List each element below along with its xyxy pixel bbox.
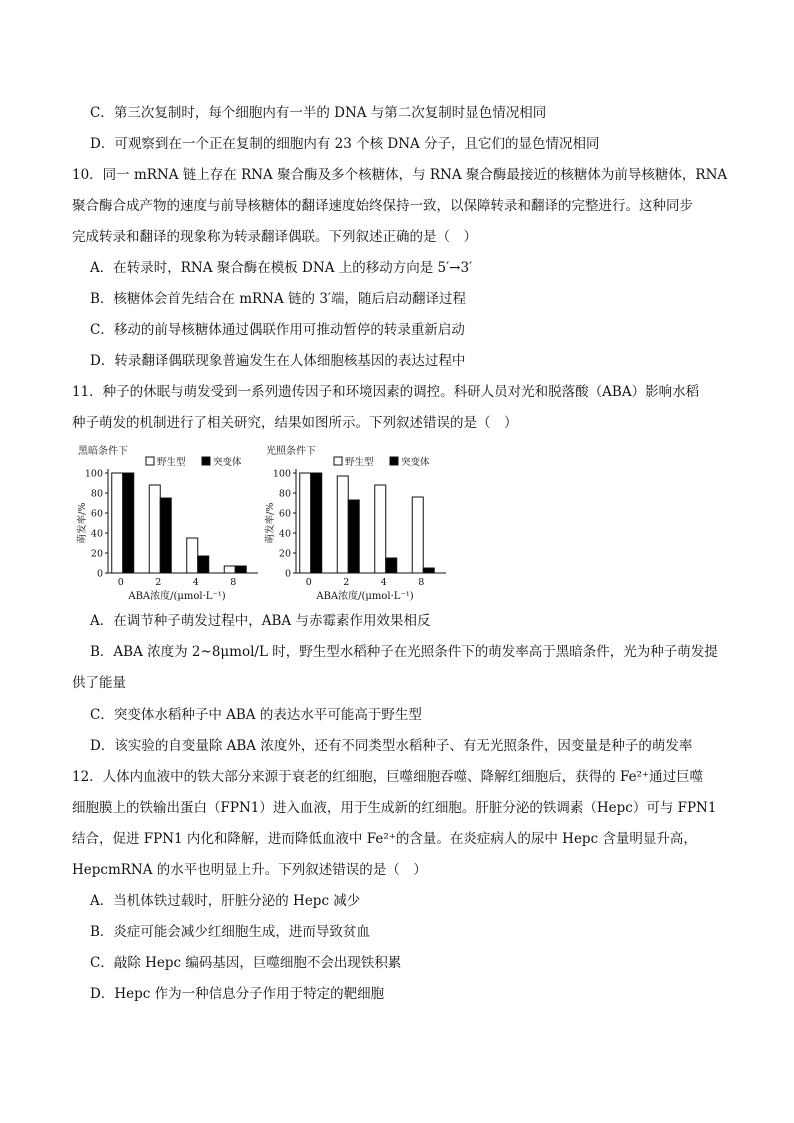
chart0-bar-mutant (160, 498, 171, 573)
q10-stem-line-2: 聚合酶合成产物的速度与前导核糖体的翻译速度始终保持一致，以保障转录和翻译的完整进行。这种同步 (72, 198, 693, 214)
q12-stem-line-4: HepcmRNA 的水平也明显上升。下列叙述错误的是（ ） (72, 862, 427, 878)
chart1-x-tick-label: 8 (418, 577, 425, 588)
chart1-x-tick-label: 2 (343, 577, 350, 588)
chart0-bar-wild (112, 473, 123, 573)
q11-option-d: D．该实验的自变量除 ABA 浓度外，还有不同类型水稻种子、有无光照条件，因变量是种子的萌发率 (90, 738, 693, 754)
chart1-y-tick-label: 40 (278, 528, 291, 540)
chart1-bar-mutant (423, 568, 434, 573)
chart1-y-tick-label: 100 (272, 468, 291, 480)
q10-option-b: B．核糖体会首先结合在 mRNA 链的 3′端，随后启动翻译过程 (90, 291, 466, 307)
q10-stem-line-3: 完成转录和翻译的现象称为转录翻译偶联。下列叙述正确的是（ ） (72, 229, 477, 245)
chart1-legend-label: 野生型 (345, 457, 374, 468)
q10-option-c: C．移动的前导核糖体通过偶联作用可推动暂停的转录重新启动 (90, 322, 465, 338)
chart1-bar-mutant (311, 473, 322, 573)
chart0-bar-mutant (123, 473, 134, 573)
chart1-x-tick-label: 0 (305, 577, 312, 588)
chart1-y-tick-label: 60 (278, 508, 291, 520)
chart0-legend-label: 野生型 (157, 457, 186, 468)
q11-option-b-line-1: B．ABA 浓度为 2~8μmol/L 时，野生型水稻种子在光照条件下的萌发率高于黑暗条件，光为种子萌发提 (90, 644, 718, 660)
q12-stem-line-3: 结合，促进 FPN1 内化和降解，进而降低血液中 Fe²⁺的含量。在炎症病人的尿中 Hepc 含量明显升高， (72, 831, 697, 847)
chart0-y-tick-label: 40 (90, 528, 103, 540)
q11-option-b-line-2: 供了能量 (72, 675, 126, 691)
q9-option-c: C．第三次复制时，每个细胞内有一半的 DNA 与第二次复制时显色情况相同 (90, 105, 547, 121)
q12-option-a: A．当机体铁过载时，肝脏分泌的 Hepc 减少 (90, 893, 361, 909)
dark-condition-chart (76, 440, 262, 606)
chart0-bar-wild (224, 566, 235, 573)
q12-option-d: D．Hepc 作为一种信息分子作用于特定的靶细胞 (90, 986, 385, 1002)
chart1-y-axis-label: 萌发率/% (265, 502, 276, 544)
chart0-legend-label: 突变体 (213, 457, 242, 468)
chart0-bar-mutant (198, 556, 209, 573)
chart1-bar-wild (412, 497, 423, 573)
chart1-bar-wild (300, 473, 311, 573)
q11-option-a: A．在调节种子萌发过程中，ABA 与赤霉素作用效果相反 (90, 613, 431, 629)
q12-stem-line-1: 12．人体内血液中的铁大部分来源于衰老的红细胞，巨噬细胞吞噬、降解红细胞后，获得的 Fe²⁺通过巨噬 (72, 769, 704, 785)
q10-option-d: D．转录翻译偶联现象普遍发生在人体细胞核基因的表达过程中 (90, 353, 466, 369)
q11-stem-line-1: 11．种子的休眠与萌发受到一系列遗传因子和环境因素的调控。科研人员对光和脱落酸（ABA）影响水稻 (72, 384, 700, 400)
chart0-y-tick-label: 20 (90, 548, 103, 560)
q12-option-b: B．炎症可能会减少红细胞生成，进而导致贫血 (90, 924, 370, 940)
dark-chart-svg (76, 440, 262, 602)
chart0-legend-swatch (146, 457, 154, 465)
chart0-y-tick-label: 80 (90, 488, 103, 500)
chart0-y-axis-label: 萌发率/% (77, 502, 88, 544)
q9-option-d: D．可观察到在一个正在复制的细胞内有 23 个核 DNA 分子，且它们的显色情况相同 (90, 136, 600, 152)
chart1-y-tick-label: 0 (284, 568, 291, 580)
chart1-legend-swatch (390, 457, 398, 465)
light-condition-chart (264, 440, 450, 606)
q11-stem-line-2: 种子萌发的机制进行了相关研究，结果如图所示。下列叙述错误的是（ ） (72, 415, 518, 431)
chart1-bar-wild (337, 476, 348, 573)
chart1-bar-wild (375, 485, 386, 573)
q12-stem-line-2: 细胞膜上的铁输出蛋白（FPN1）进入血液，用于生成新的红细胞。肝脏分泌的铁调素（Hepc）可与 FPN1 (72, 800, 717, 816)
chart1-title: 光照条件下 (266, 446, 316, 457)
chart0-x-tick-label: 0 (117, 577, 124, 588)
chart1-bar-mutant (386, 558, 397, 573)
chart1-bar-mutant (348, 500, 359, 573)
chart1-x-axis-label: ABA浓度/(μmol·L⁻¹) (316, 591, 414, 602)
chart0-x-tick-label: 4 (192, 577, 199, 588)
chart0-legend-swatch (202, 457, 210, 465)
chart0-bar-mutant (235, 566, 246, 573)
chart1-legend-label: 突变体 (401, 457, 430, 468)
q12-option-c: C．敲除 Hepc 编码基因，巨噬细胞不会出现铁积累 (90, 955, 402, 971)
chart0-bar-wild (149, 485, 160, 573)
light-chart-svg (264, 440, 450, 602)
q11-option-c: C．突变体水稻种子中 ABA 的表达水平可能高于野生型 (90, 707, 422, 723)
chart0-y-tick-label: 60 (90, 508, 103, 520)
chart0-y-tick-label: 0 (96, 568, 103, 580)
chart0-y-tick-label: 100 (84, 468, 103, 480)
chart0-bar-wild (187, 538, 198, 573)
chart0-x-tick-label: 2 (155, 577, 162, 588)
q10-stem-line-1: 10．同一 mRNA 链上存在 RNA 聚合酶及多个核糖体，与 RNA 聚合酶最接近的核糖体为前导核糖体，RNA (72, 167, 728, 183)
chart1-legend-swatch (334, 457, 342, 465)
chart0-title: 黑暗条件下 (78, 446, 128, 457)
q10-option-a: A．在转录时，RNA 聚合酶在模板 DNA 上的移动方向是 5′→3′ (90, 260, 473, 276)
chart0-x-tick-label: 8 (230, 577, 237, 588)
chart1-y-tick-label: 80 (278, 488, 291, 500)
chart1-y-tick-label: 20 (278, 548, 291, 560)
chart0-x-axis-label: ABA浓度/(μmol·L⁻¹) (128, 591, 226, 602)
chart1-x-tick-label: 4 (380, 577, 387, 588)
